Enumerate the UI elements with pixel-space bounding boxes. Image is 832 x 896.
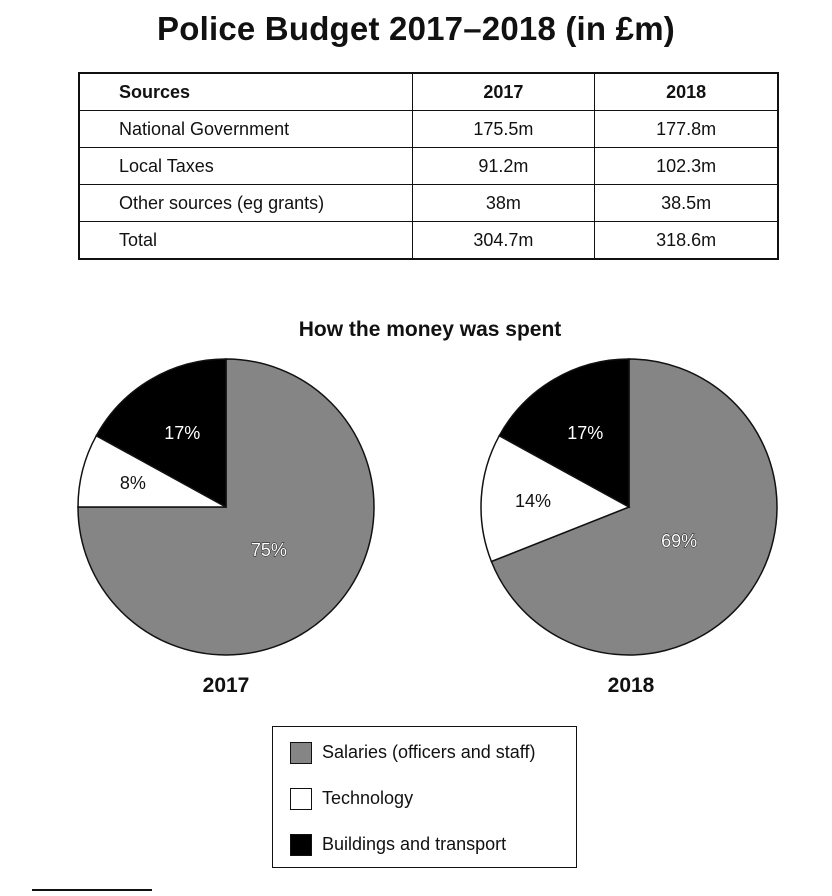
legend-label-buildings: Buildings and transport xyxy=(322,834,507,854)
table-cell-2018: 102.3m xyxy=(595,148,778,185)
table-row xyxy=(79,148,778,185)
table-row-total xyxy=(79,222,778,260)
table-cell-source: National Government xyxy=(79,111,412,148)
legend xyxy=(272,726,577,868)
table-cell-2017: 175.5m xyxy=(412,111,595,148)
chart-title: Police Budget 2017–2018 (in £m) xyxy=(157,10,675,47)
pie-charts xyxy=(0,340,832,710)
table-cell-2017: 38m xyxy=(412,185,595,222)
pie-section-title: How the money was spent xyxy=(298,318,562,341)
legend-swatch-technology xyxy=(290,788,312,810)
pie-year-label: 2017 xyxy=(202,674,250,697)
table-cell-2018: 318.6m xyxy=(595,222,778,260)
pie-chart-2017 xyxy=(78,359,374,697)
header-2017: 2017 xyxy=(412,73,595,111)
table-cell-source: Total xyxy=(79,222,412,260)
pie-label-salaries: 69% xyxy=(661,531,698,552)
table-cell-source: Other sources (eg grants) xyxy=(79,185,412,222)
pie-label-buildings: 17% xyxy=(164,423,201,444)
legend-swatch-salaries xyxy=(290,742,312,764)
legend-item-technology xyxy=(290,787,576,810)
table-cell-2018: 38.5m xyxy=(595,185,778,222)
pie-chart-2018 xyxy=(481,359,777,697)
header-sources: Sources xyxy=(79,73,412,111)
budget-table xyxy=(78,72,779,260)
table-cell-2017: 304.7m xyxy=(412,222,595,260)
pie-label-salaries: 75% xyxy=(250,539,287,560)
pie-label-buildings: 17% xyxy=(567,423,604,444)
legend-label-technology: Technology xyxy=(322,788,414,808)
legend-swatch-buildings xyxy=(290,834,312,856)
table-cell-2017: 91.2m xyxy=(412,148,595,185)
pie-year-label: 2018 xyxy=(607,674,655,697)
footer-rule xyxy=(32,889,152,891)
table-header-row xyxy=(79,73,778,111)
pie-label-technology: 14% xyxy=(514,490,552,511)
table-row xyxy=(79,185,778,222)
legend-item-buildings xyxy=(290,833,576,856)
legend-item-salaries xyxy=(290,741,576,764)
table-row xyxy=(79,111,778,148)
table-cell-source: Local Taxes xyxy=(79,148,412,185)
table-cell-2018: 177.8m xyxy=(595,111,778,148)
pie-label-technology: 8% xyxy=(119,473,146,494)
header-2018: 2018 xyxy=(595,73,778,111)
legend-label-salaries: Salaries (officers and staff) xyxy=(322,742,536,762)
